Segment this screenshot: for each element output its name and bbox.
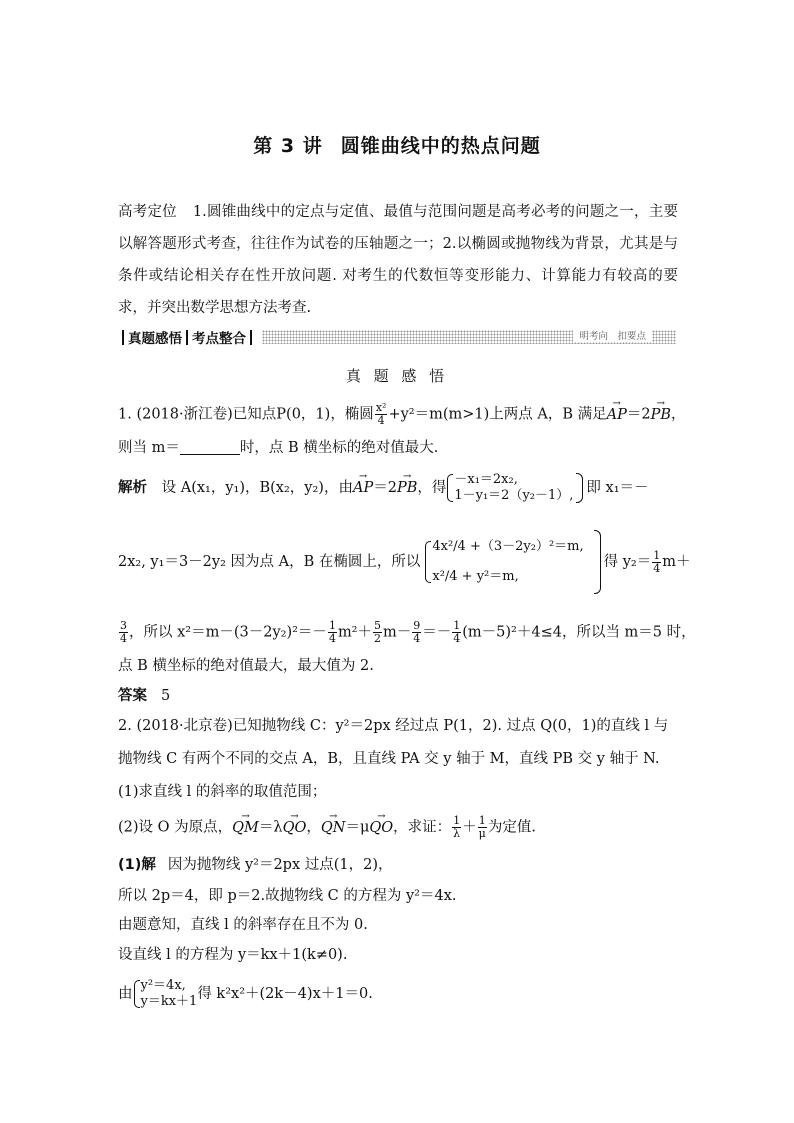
problem-1-text-c: ， — [671, 406, 686, 423]
intro-tag: 高考定位 — [118, 204, 177, 220]
answer-label: 答案 — [118, 688, 147, 704]
banner-label — [118, 327, 256, 347]
problem-1-text-a: ，椭圆 — [330, 406, 374, 423]
solution-1-line3-c: m－ — [383, 624, 412, 641]
solution-1-line-1 — [118, 472, 680, 504]
q2-text-e: ，求证： — [393, 819, 452, 836]
solution-2-label: (1)解 — [118, 857, 156, 873]
banner-label-b: 考点整合 — [192, 331, 246, 347]
solution-1-text-b: ＝2 — [373, 480, 397, 496]
solution-2-line-1 — [118, 854, 680, 876]
vector-qn: → QN — [321, 817, 346, 839]
vector-ap-2: → AP — [353, 477, 373, 499]
problem-1-text-b: +y²＝m(m>1)上两点 A，B 满足 — [388, 406, 607, 423]
system-2: 4x²/4 +（3－2y₂）²＝m, x²/4 + y²＝m, — [424, 539, 583, 585]
system-1-right-brace — [576, 473, 583, 503]
q2-text-a: (2)设 O 为原点， — [118, 819, 233, 836]
problem-1-point: P(0，1) — [276, 406, 331, 423]
problem-2-line-1: 2. (2018·北京卷)已知抛物线 C：y²＝2px 经过点 P(1，2). 过点 Q(0，1)的直线 l 与 — [118, 718, 669, 734]
answer-blank — [180, 440, 240, 455]
solution-2-line-2: 所以 2p＝4，即 p＝2.故抛物线 C 的方程为 y²＝4x. — [118, 888, 457, 904]
banner-label-a: 真题感悟 — [128, 331, 182, 347]
solution-2-line5-b: 得 k²x²＋(2k－4)x＋1＝0. — [197, 986, 373, 1002]
problem-1-line-2 — [118, 437, 680, 459]
vector-pb: → PB — [651, 404, 671, 426]
solution-1-text-c: ，得 — [417, 480, 447, 496]
banner-dotted-fill — [262, 330, 676, 344]
frac-a: $\frac{1}{4}$ — [328, 619, 336, 645]
frac-c: $\frac{9}{4}$ — [413, 619, 421, 645]
vector-ap: → AP — [607, 404, 627, 426]
frac-d: $\frac{1}{4}$ — [453, 619, 461, 645]
solution-1-line3-e: (m－5)²＋4≤4，所以当 m＝5 时， — [462, 624, 696, 641]
frac-lambda: $\frac{1}{\lambda}$ — [453, 814, 461, 840]
solution-1-line3-a: ，所以 x²＝m－(3－2y₂)²＝－ — [129, 624, 327, 641]
solution-2-line-5 — [118, 978, 680, 1010]
vector-qm: → QM — [232, 817, 259, 839]
solution-1-line-4: 点 B 横坐标的绝对值最大，最大值为 2. — [118, 658, 374, 674]
problem-1-source: 1. (2018·浙江卷)已知点 — [118, 406, 277, 423]
solution-2-line-3: 由题意知，直线 l 的斜率存在且不为 0. — [118, 917, 368, 933]
intro-paragraph — [118, 196, 678, 324]
vector-pb-2: → PB — [397, 477, 417, 499]
solution-2-line5-a: 由 — [118, 986, 133, 1002]
system-2-right-brace — [594, 530, 601, 594]
frac-mu: $\frac{1}{\mu}$ — [478, 814, 486, 840]
solution-1-line3-d: ＝－ — [422, 624, 452, 641]
banner-right-text: 明考向 扣要点 — [573, 328, 652, 342]
answer-line — [118, 685, 680, 707]
section-banner — [118, 326, 676, 348]
system-3: y²＝4x, y＝kx＋1 — [133, 978, 198, 1010]
solution-1-line3-b: m²＋ — [337, 624, 372, 641]
solution-1-line2-a: 2x₂, y₁＝3－2y₂ 因为点 A，B 在椭圆上，所以 — [118, 554, 421, 570]
intro-text: 1.圆锥曲线中的定点与定值、最值与范围问题是高考必考的问题之一，主要以解答题形式考查，往往作为试卷的压轴题之一；2.以椭圆或抛物线为背景，尤其是与条件或结论相关存在性开放问题. 对考生的代数恒等变形能力、计算能力有较高的要求，并突出数学思想方法考查. — [118, 204, 678, 316]
problem-2-line-2: 抛物线 C 有两个不同的交点 A，B，且直线 PA 交 y 轴于 M，直线 PB 交 y 轴于 N. — [118, 751, 660, 767]
frac-b: $\frac{5}{2}$ — [374, 619, 381, 645]
solution-1-text-a: 设 A(x₁，y₁)，B(x₂，y₂)，由 — [161, 480, 353, 496]
q2-text-f: 为定值. — [487, 819, 536, 836]
page-title — [0, 131, 794, 158]
problem-2-question-1: (1)求直线 l 的斜率的取值范围； — [118, 784, 327, 800]
vector-qo-1: → QO — [283, 817, 307, 839]
answer-value: 5 — [161, 688, 171, 704]
system-1: －x₁＝2x₂, 1－y₁＝2（y₂－1）, — [446, 472, 573, 504]
problem-1-eq: ＝2 — [626, 406, 651, 423]
solution-label: 解析 — [118, 480, 147, 496]
solution-1-text-d: 即 x₁＝－ — [586, 480, 649, 496]
frac-three-quarter: $\frac{3}{4}$ — [120, 619, 127, 645]
q2-text-d: ＝μ — [345, 819, 370, 836]
lecture-topic: 圆锥曲线中的热点问题 — [340, 135, 541, 157]
solution-2-text-1: 因为抛物线 y²＝2px 过点(1，2)， — [167, 857, 393, 873]
solution-1-line-3 — [118, 619, 696, 645]
solution-2-line-4: 设直线 l 的方程为 y＝kx＋1(k≠0). — [118, 947, 348, 963]
q2-text-c: ， — [306, 819, 321, 836]
problem-2-question-2: (2)设 O 为原点，→ QM＝λ→ QO，→ QN＝μ→ QO，求证： $\frac{1}{\lambda}$ ＋ $\frac{1}{\mu}$ 为定值. — [118, 815, 680, 840]
ellipse-fraction: $\frac{\text{x²}}{4}$ — [375, 401, 387, 427]
frac-one-quarter: $\frac{1}{4}$ — [653, 548, 661, 575]
problem-1-line2-b: 时，点 B 横坐标的绝对值最大. — [239, 440, 439, 456]
solution-1-line2-b: 得 y₂＝ — [603, 554, 652, 570]
section-heading: 真 题 感 悟 — [345, 367, 449, 385]
q2-text-b: ＝λ — [258, 819, 283, 836]
solution-1-line-2 — [118, 530, 691, 594]
vector-qo-2: → QO — [369, 817, 393, 839]
problem-1-line-1 — [118, 401, 686, 427]
solution-1-line2-c: m＋ — [662, 554, 691, 570]
lecture-number: 第 3 讲 — [253, 135, 323, 157]
problem-1-line2-a: 则当 m＝ — [118, 440, 180, 456]
